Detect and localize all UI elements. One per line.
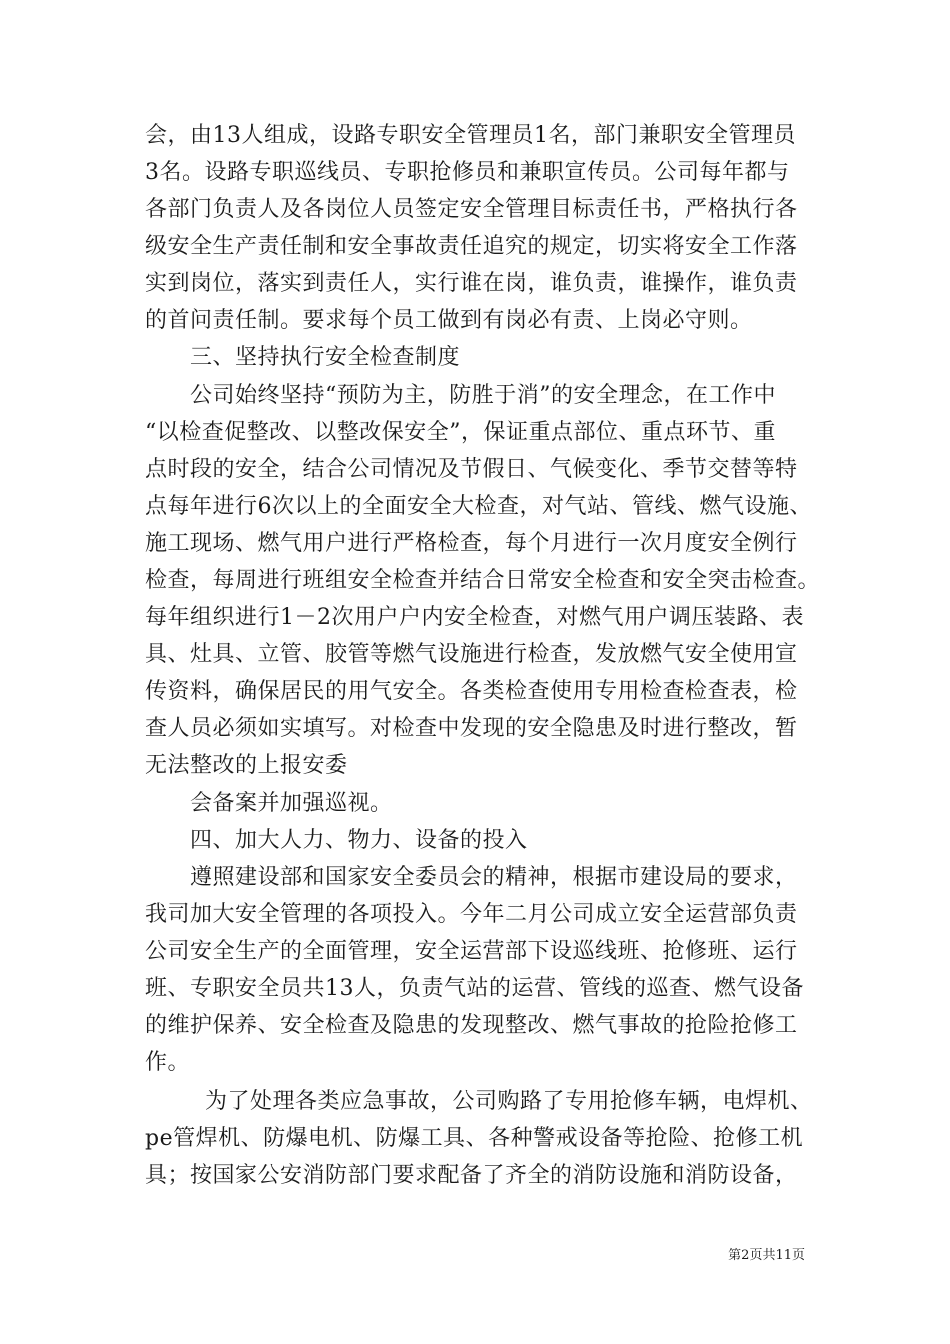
body-line: 会，由13人组成，设路专职安全管理员1名，部门兼职安全管理员 (145, 123, 796, 148)
section-heading: 三、坚持执行安全检查制度 (190, 345, 461, 370)
body-line: 传资料，确保居民的用气安全。各类检查使用专用检查检查表，检 (145, 679, 798, 704)
body-line: 具；按国家公安消防部门要求配备了齐全的消防设施和消防设备， (145, 1163, 798, 1188)
body-line: 的首问责任制。要求每个员工做到有岗必有责、上岗必守则。 (145, 308, 753, 333)
body-line: 具、灶具、立管、胶管等燃气设施进行检查，发放燃气安全使用宣 (145, 642, 798, 667)
body-line: “以检查促整改、以整改保安全”，保证重点部位、重点环节、重 (145, 420, 776, 445)
body-line: 我司加大安全管理的各项投入。今年二月公司成立安全运营部负责 (145, 902, 798, 927)
body-line: 遵照建设部和国家安全委员会的精神，根据市建设局的要求， (190, 865, 798, 890)
body-line: 点每年进行6次以上的全面安全大检查，对气站、管线、燃气设施、 (145, 494, 812, 519)
body-line: 无法整改的上报安委 (145, 753, 348, 778)
body-line: pe管焊机、防爆电机、防爆工具、各种警戒设备等抢险、抢修工机 (145, 1126, 804, 1151)
body-line: 为了处理各类应急事故，公司购路了专用抢修车辆，电焊机、 (205, 1089, 813, 1114)
body-line: 公司始终坚持“预防为主，防胜于消”的安全理念，在工作中 (190, 383, 776, 408)
body-line: 会备案并加强巡视。 (190, 791, 393, 816)
body-line: 作。 (145, 1050, 191, 1075)
body-line: 班、专职安全员共13人，负责气站的运营、管线的巡查、燃气设备 (145, 976, 804, 1001)
body-line: 每年组织进行1－2次用户户内安全检查，对燃气用户调压装路、表 (145, 605, 804, 630)
body-line: 点时段的安全，结合公司情况及节假日、气候变化、季节交替等特 (145, 457, 798, 482)
section-heading: 四、加大人力、物力、设备的投入 (190, 828, 528, 853)
body-line: 的维护保养、安全检查及隐患的发现整改、燃气事故的抢险抢修工 (145, 1013, 798, 1038)
body-line: 各部门负责人及各岗位人员签定安全管理目标责任书，严格执行各 (145, 197, 798, 222)
body-line: 公司安全生产的全面管理，安全运营部下设巡线班、抢修班、运行 (145, 939, 798, 964)
body-line: 3名。设路专职巡线员、专职抢修员和兼职宣传员。公司每年都与 (145, 160, 790, 185)
page-number-footer: 第2页共11页 (728, 1248, 805, 1263)
body-line: 施工现场、燃气用户进行严格检查，每个月进行一次月度安全例行 (145, 531, 798, 556)
body-line: 级安全生产责任制和安全事故责任追究的规定，切实将安全工作落 (145, 234, 798, 259)
body-line: 查人员必须如实填写。对检查中发现的安全隐患及时进行整改，暂 (145, 716, 798, 741)
body-line: 检查，每周进行班组安全检查并结合日常安全检查和安全突击检查。 (145, 568, 821, 593)
body-line: 实到岗位，落实到责任人，实行谁在岗，谁负责，谁操作，谁负责 (145, 271, 798, 296)
